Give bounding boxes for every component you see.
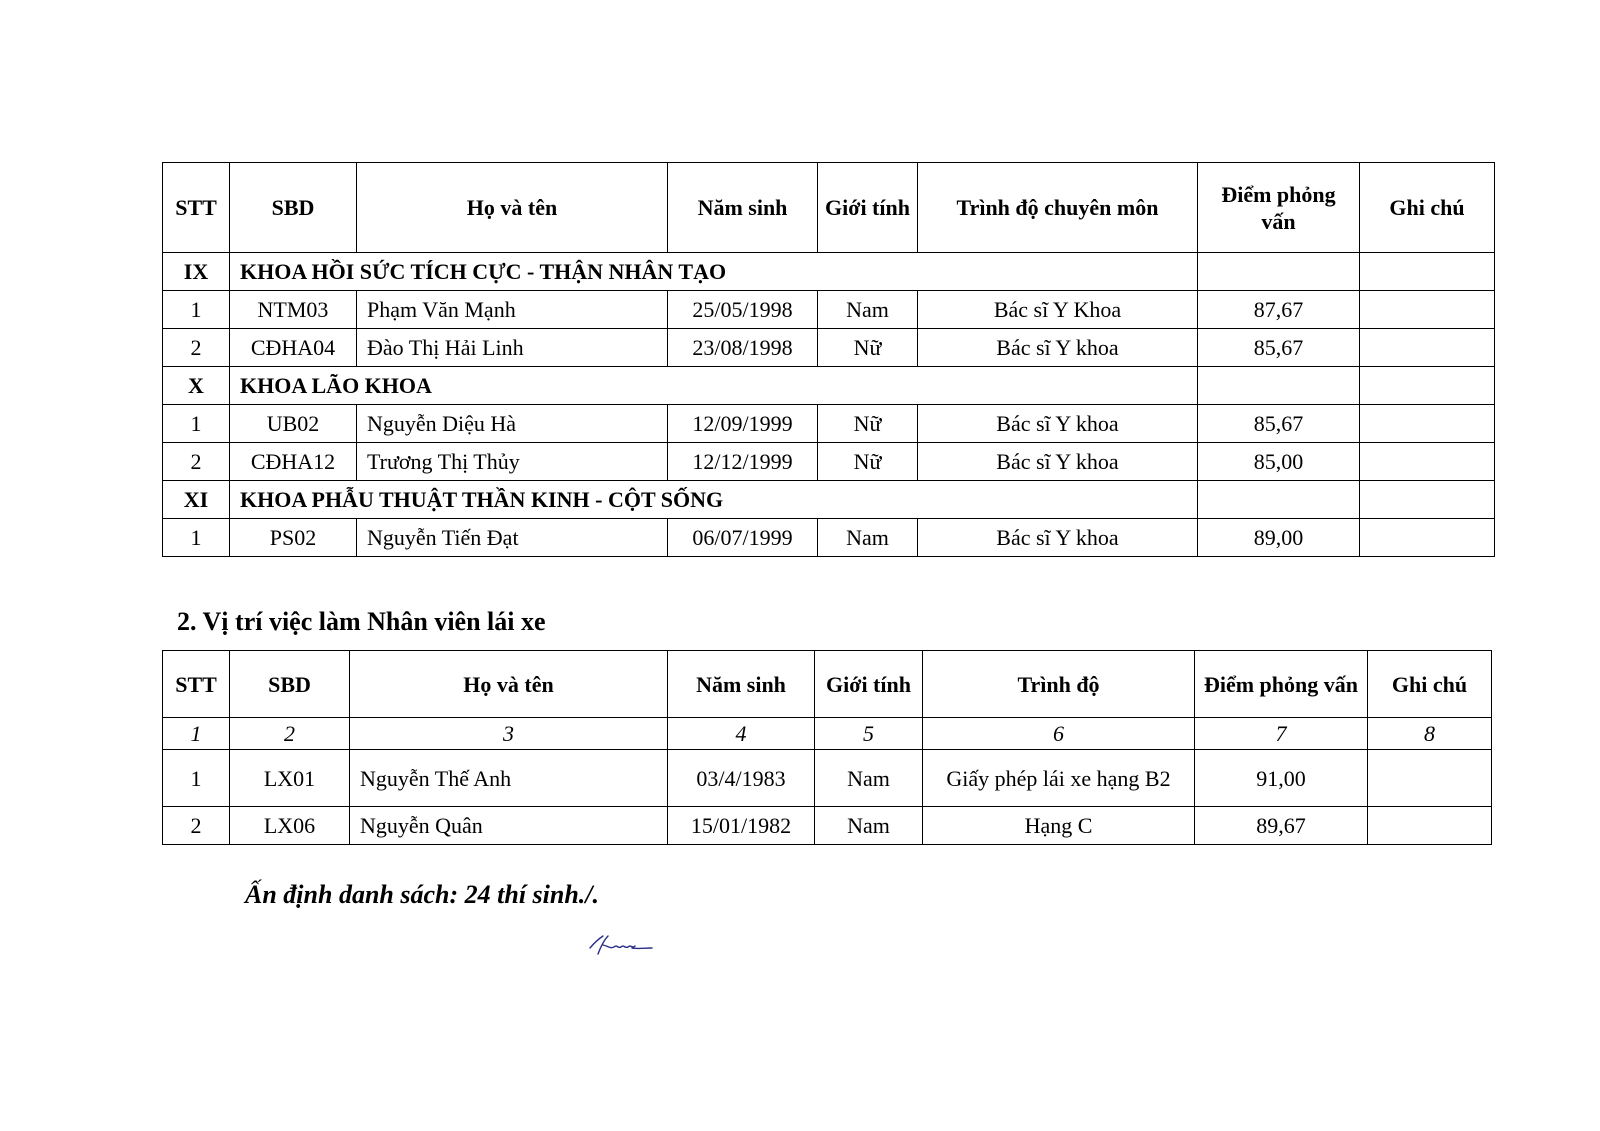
cell-sbd: CĐHA12 xyxy=(230,443,357,481)
cell-qualification: Bác sĩ Y Khoa xyxy=(918,291,1198,329)
table-row xyxy=(163,405,1495,443)
column-number: 7 xyxy=(1195,718,1368,750)
cell-gender: Nam xyxy=(815,807,923,845)
section-row xyxy=(163,253,1495,291)
cell-dob: 25/05/1998 xyxy=(668,291,818,329)
cell-note xyxy=(1360,405,1495,443)
column-number-row xyxy=(163,718,1492,750)
table-row xyxy=(163,329,1495,367)
cell-name: Nguyễn Diệu Hà xyxy=(357,405,668,443)
empty-cell xyxy=(1360,481,1495,519)
cell-qualification: Giấy phép lái xe hạng B2 xyxy=(923,750,1195,807)
cell-note xyxy=(1360,329,1495,367)
cell-sbd: UB02 xyxy=(230,405,357,443)
cell-stt: 2 xyxy=(163,329,230,367)
empty-cell xyxy=(1360,253,1495,291)
cell-qualification: Bác sĩ Y khoa xyxy=(918,443,1198,481)
table-header-row xyxy=(163,163,1495,253)
cell-sbd: CĐHA04 xyxy=(230,329,357,367)
cell-score: 89,67 xyxy=(1195,807,1368,845)
header-stt: STT xyxy=(163,163,230,253)
cell-sbd: LX06 xyxy=(230,807,350,845)
cell-name: Nguyễn Tiến Đạt xyxy=(357,519,668,557)
cell-score: 87,67 xyxy=(1198,291,1360,329)
cell-score: 85,67 xyxy=(1198,329,1360,367)
table-row xyxy=(163,519,1495,557)
empty-cell xyxy=(1198,253,1360,291)
signature-mark xyxy=(588,932,654,958)
header-sbd: SBD xyxy=(230,651,350,718)
section-name: KHOA PHẪU THUẬT THẦN KINH - CỘT SỐNG xyxy=(230,481,1198,519)
cell-dob: 15/01/1982 xyxy=(668,807,815,845)
cell-gender: Nữ xyxy=(818,443,918,481)
cell-gender: Nam xyxy=(818,519,918,557)
table-row xyxy=(163,443,1495,481)
cell-gender: Nam xyxy=(815,750,923,807)
empty-cell xyxy=(1198,481,1360,519)
table-row xyxy=(163,750,1492,807)
candidates-table-1 xyxy=(162,162,1495,557)
header-note: Ghi chú xyxy=(1360,163,1495,253)
column-number: 6 xyxy=(923,718,1195,750)
cell-qualification: Bác sĩ Y khoa xyxy=(918,519,1198,557)
column-number: 2 xyxy=(230,718,350,750)
cell-stt: 1 xyxy=(163,750,230,807)
cell-dob: 12/09/1999 xyxy=(668,405,818,443)
cell-score: 85,67 xyxy=(1198,405,1360,443)
section-roman: X xyxy=(163,367,230,405)
cell-dob: 03/4/1983 xyxy=(668,750,815,807)
header-sbd: SBD xyxy=(230,163,357,253)
cell-qualification: Bác sĩ Y khoa xyxy=(918,405,1198,443)
cell-note xyxy=(1360,519,1495,557)
header-gender: Giới tính xyxy=(818,163,918,253)
cell-qualification: Bác sĩ Y khoa xyxy=(918,329,1198,367)
section-name: KHOA HỒI SỨC TÍCH CỰC - THẬN NHÂN TẠO xyxy=(230,253,1198,291)
header-qualification: Trình độ xyxy=(923,651,1195,718)
cell-stt: 1 xyxy=(163,405,230,443)
cell-stt: 2 xyxy=(163,807,230,845)
cell-score: 85,00 xyxy=(1198,443,1360,481)
section-row xyxy=(163,481,1495,519)
cell-note xyxy=(1368,807,1492,845)
cell-name: Nguyễn Thế Anh xyxy=(350,750,668,807)
cell-gender: Nữ xyxy=(818,405,918,443)
cell-name: Nguyễn Quân xyxy=(350,807,668,845)
header-dob: Năm sinh xyxy=(668,163,818,253)
cell-gender: Nam xyxy=(818,291,918,329)
header-name: Họ và tên xyxy=(357,163,668,253)
table-row xyxy=(163,807,1492,845)
header-note: Ghi chú xyxy=(1368,651,1492,718)
column-number: 8 xyxy=(1368,718,1492,750)
header-score: Điểm phỏng vấn xyxy=(1198,163,1360,253)
column-number: 1 xyxy=(163,718,230,750)
header-qualification: Trình độ chuyên môn xyxy=(918,163,1198,253)
column-number: 3 xyxy=(350,718,668,750)
section-name: KHOA LÃO KHOA xyxy=(230,367,1198,405)
column-number: 4 xyxy=(668,718,815,750)
empty-cell xyxy=(1360,367,1495,405)
cell-dob: 12/12/1999 xyxy=(668,443,818,481)
section-2-title: 2. Vị trí việc làm Nhân viên lái xe xyxy=(177,607,546,636)
header-name: Họ và tên xyxy=(350,651,668,718)
cell-name: Phạm Văn Mạnh xyxy=(357,291,668,329)
cell-note xyxy=(1360,443,1495,481)
cell-note xyxy=(1360,291,1495,329)
header-gender: Giới tính xyxy=(815,651,923,718)
cell-gender: Nữ xyxy=(818,329,918,367)
closing-statement: Ấn định danh sách: 24 thí sinh./. xyxy=(245,880,600,909)
section-roman: XI xyxy=(163,481,230,519)
header-dob: Năm sinh xyxy=(668,651,815,718)
cell-note xyxy=(1368,750,1492,807)
cell-stt: 1 xyxy=(163,291,230,329)
cell-name: Trương Thị Thủy xyxy=(357,443,668,481)
candidates-table-2 xyxy=(162,650,1492,845)
cell-name: Đào Thị Hải Linh xyxy=(357,329,668,367)
cell-score: 91,00 xyxy=(1195,750,1368,807)
cell-qualification: Hạng C xyxy=(923,807,1195,845)
cell-sbd: LX01 xyxy=(230,750,350,807)
cell-sbd: NTM03 xyxy=(230,291,357,329)
header-stt: STT xyxy=(163,651,230,718)
header-score: Điểm phỏng vấn xyxy=(1195,651,1368,718)
cell-stt: 1 xyxy=(163,519,230,557)
cell-dob: 06/07/1999 xyxy=(668,519,818,557)
table-row xyxy=(163,291,1495,329)
cell-score: 89,00 xyxy=(1198,519,1360,557)
column-number: 5 xyxy=(815,718,923,750)
cell-dob: 23/08/1998 xyxy=(668,329,818,367)
section-roman: IX xyxy=(163,253,230,291)
empty-cell xyxy=(1198,367,1360,405)
cell-sbd: PS02 xyxy=(230,519,357,557)
table-header-row xyxy=(163,651,1492,718)
cell-stt: 2 xyxy=(163,443,230,481)
section-row xyxy=(163,367,1495,405)
